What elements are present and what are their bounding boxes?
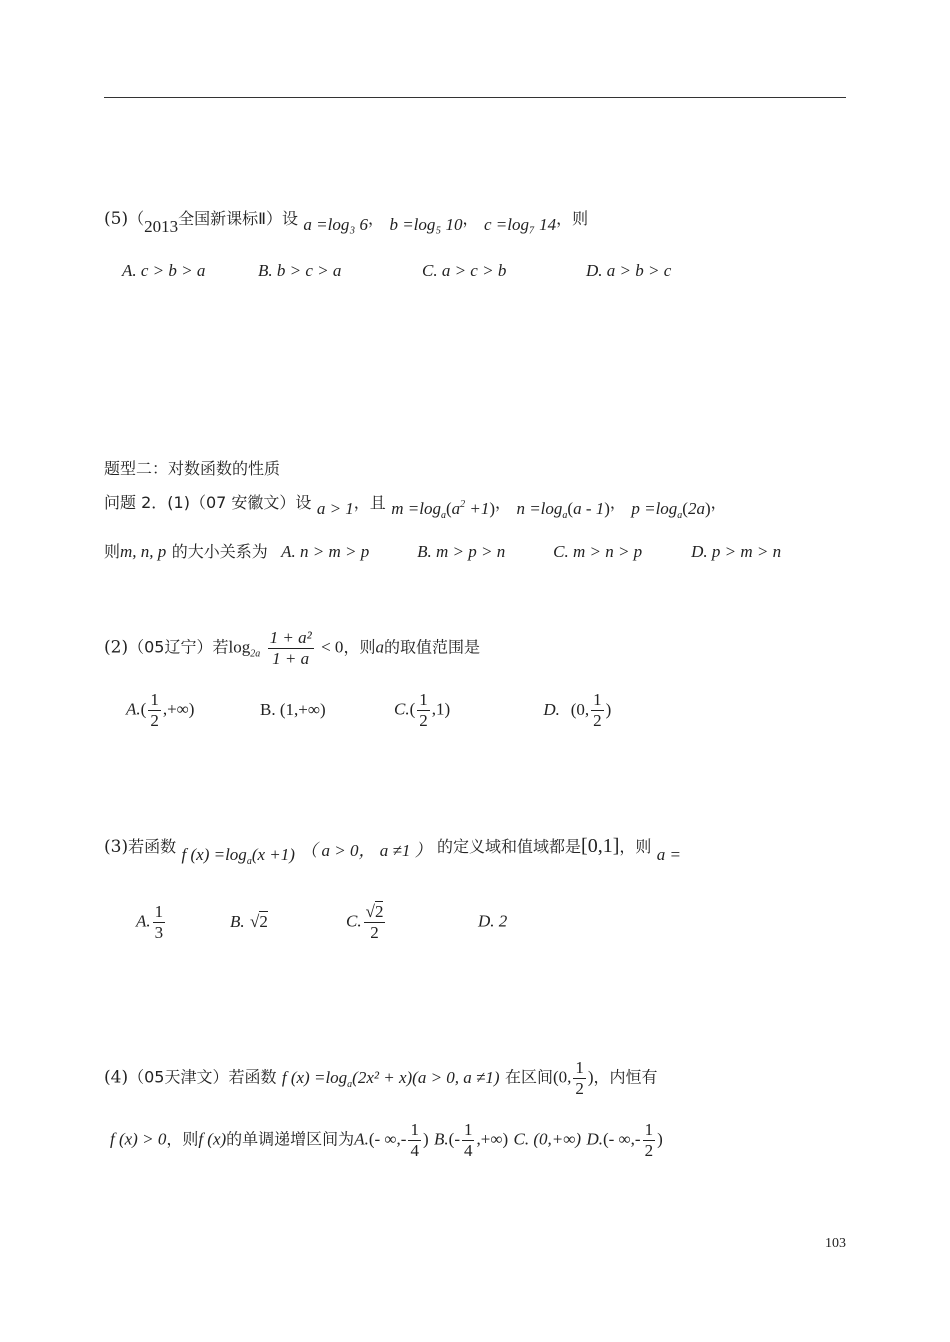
- q22-choice-d: D.: [543, 699, 560, 719]
- question-5: (5)（2013全国新课标Ⅱ）设 a =log₃ 6， b =log₅ 10， c =log₇ 14，则: [104, 209, 589, 236]
- q21-mid: ，且: [353, 493, 386, 512]
- q23-choice-d: D. 2: [478, 911, 508, 931]
- q24-line2-d: 的单调递增区间为: [226, 1129, 355, 1149]
- q23-choices: A. $\frac{1}{3}$ B. √2 C. $\frac{√2}{2}$ D. 2: [136, 902, 508, 942]
- q23-ask: a =: [656, 845, 682, 864]
- q22-choice-c: C.: [394, 699, 410, 719]
- q22-var: a: [375, 637, 384, 657]
- q24-func: f (x) =log: [281, 1067, 348, 1087]
- q21-choice-d: D. p > m > n: [691, 542, 782, 561]
- q5-source-year: 2013: [144, 217, 179, 236]
- q23-cond: （ a > 0， a ≠1 ）: [300, 841, 432, 860]
- q24-choice-c: C. (0,+∞): [513, 1129, 582, 1149]
- q5-choice-d: D. a > b > c: [586, 261, 672, 280]
- q21-source: 07 安徽文）设: [205, 493, 312, 512]
- q22-choice-b: B. (1,+∞): [260, 699, 326, 719]
- q22-log: log: [228, 637, 251, 657]
- q21-n-expr: n =log: [516, 499, 563, 518]
- q23-label: (3): [104, 837, 129, 857]
- q22-source: （05辽宁）若: [128, 637, 229, 657]
- q21-m-expr: m =log: [391, 499, 441, 518]
- q22-tail: ，则: [343, 637, 376, 657]
- q5-choice-b: B. b > c > a: [258, 261, 342, 280]
- q24-line2-b: ，则: [166, 1129, 199, 1149]
- q5-tail: ，则: [556, 209, 589, 228]
- q23-arg: (x +1): [251, 845, 295, 864]
- question-2-2: [104, 628, 480, 668]
- page-number: 103: [825, 1236, 846, 1251]
- q23-choice-c: C.: [346, 911, 362, 931]
- q21-line2: [104, 543, 781, 561]
- q21-cond: a > 1: [316, 499, 354, 518]
- q24-base: a: [347, 1078, 353, 1090]
- q21-vars: m, n, p: [120, 542, 167, 561]
- q5-source-suffix: 全国新课标Ⅱ）设: [178, 209, 298, 228]
- q22-den: 1 + a: [272, 648, 310, 668]
- q21-line2-text: 的大小关系为: [171, 542, 268, 561]
- q24-label: (4): [104, 1067, 129, 1088]
- question-2-1: 问题 2．(1)（07 安徽文）设 a > 1，且 $m =\log_a(a^2 +1)$， $n =\log_a(a - 1)$， $p =\log_a(2a)$，: [104, 493, 727, 521]
- question-2-4: (4)（05天津文）若函数 f $(x) =\log_a(2x^2 + x)(a > 0$, a ≠1) 在区间(0, $\frac{1}{2}$ )，内恒有: [104, 1058, 658, 1098]
- q21-choice-a: A. n > m > p: [281, 542, 370, 561]
- q5-choice-a: A. c > b > a: [122, 261, 206, 280]
- q5-cond-b: b =log₅ 10: [389, 215, 463, 234]
- q23-text2: 的定义域和值域都是: [437, 837, 582, 856]
- q23-text1: 若函数: [128, 837, 177, 856]
- q22-ineq: < 0: [321, 637, 344, 657]
- q23-choice-b: B.: [230, 911, 245, 931]
- q22-choice-a: A.: [126, 699, 141, 719]
- q24-line2-a: f (x) > 0: [110, 1129, 167, 1149]
- q5-cond-a: a =log₃ 6: [303, 215, 369, 234]
- q5-choice-c: C. a > c > b: [422, 261, 507, 280]
- q24-line2: f (x) > 0，则f (x)的单调递增区间为A.(- ∞,- $\frac{1}{4}$ ) B.(- $\frac{1}{4}$ ,+∞) C. (0,+∞) D.(- ∞,- $\frac{1}{2}$ ): [110, 1120, 663, 1160]
- q5-cond-c: c =log₇ 14: [483, 215, 557, 234]
- q24-arg: (2x² + x)(a > 0, a ≠1): [352, 1067, 500, 1087]
- q24-choice-a: A.: [354, 1129, 369, 1149]
- question-2-3: [104, 835, 682, 867]
- q5-choices: [122, 262, 671, 279]
- q22-label: (2): [104, 637, 129, 658]
- q23-interval: [0,1]: [581, 835, 620, 857]
- q23-base: a: [246, 856, 252, 867]
- q22-tail2: 的取值范围是: [383, 637, 480, 657]
- section-title: 题型二：对数函数的性质: [104, 459, 281, 478]
- q21-line2-prefix: 则: [104, 542, 121, 561]
- q23-choice-a: A.: [136, 911, 151, 931]
- header-rule: [104, 97, 846, 98]
- q22-choices: A.( $\frac{1}{2}$ ,+∞) B. (1,+∞) C.( $\frac{1}{2}$ ,1) D. (0, $\frac{1}{2}$ ): [126, 690, 612, 730]
- q24-choice-b: B.: [434, 1129, 449, 1149]
- q21-choice-c: C. m > n > p: [553, 542, 643, 561]
- q24-source: （05天津文）若函数: [128, 1067, 277, 1087]
- q24-line2-c: f (x): [198, 1129, 227, 1149]
- q23-tail: ，则: [619, 837, 652, 856]
- q22-base: 2a: [250, 648, 261, 660]
- q23-func: f (x) =log: [181, 845, 247, 864]
- q5-label: (5): [104, 209, 129, 229]
- q21-p-expr: p =log: [631, 499, 678, 518]
- q24-text1: 在区间: [504, 1067, 553, 1087]
- q21-label: 问题 2．(1): [104, 493, 190, 512]
- q22-num: 1 + a²: [269, 628, 312, 647]
- q21-choice-b: B. m > p > n: [417, 542, 506, 561]
- q24-text2: ，内恒有: [593, 1067, 658, 1087]
- q24-choice-d: D.: [586, 1129, 603, 1149]
